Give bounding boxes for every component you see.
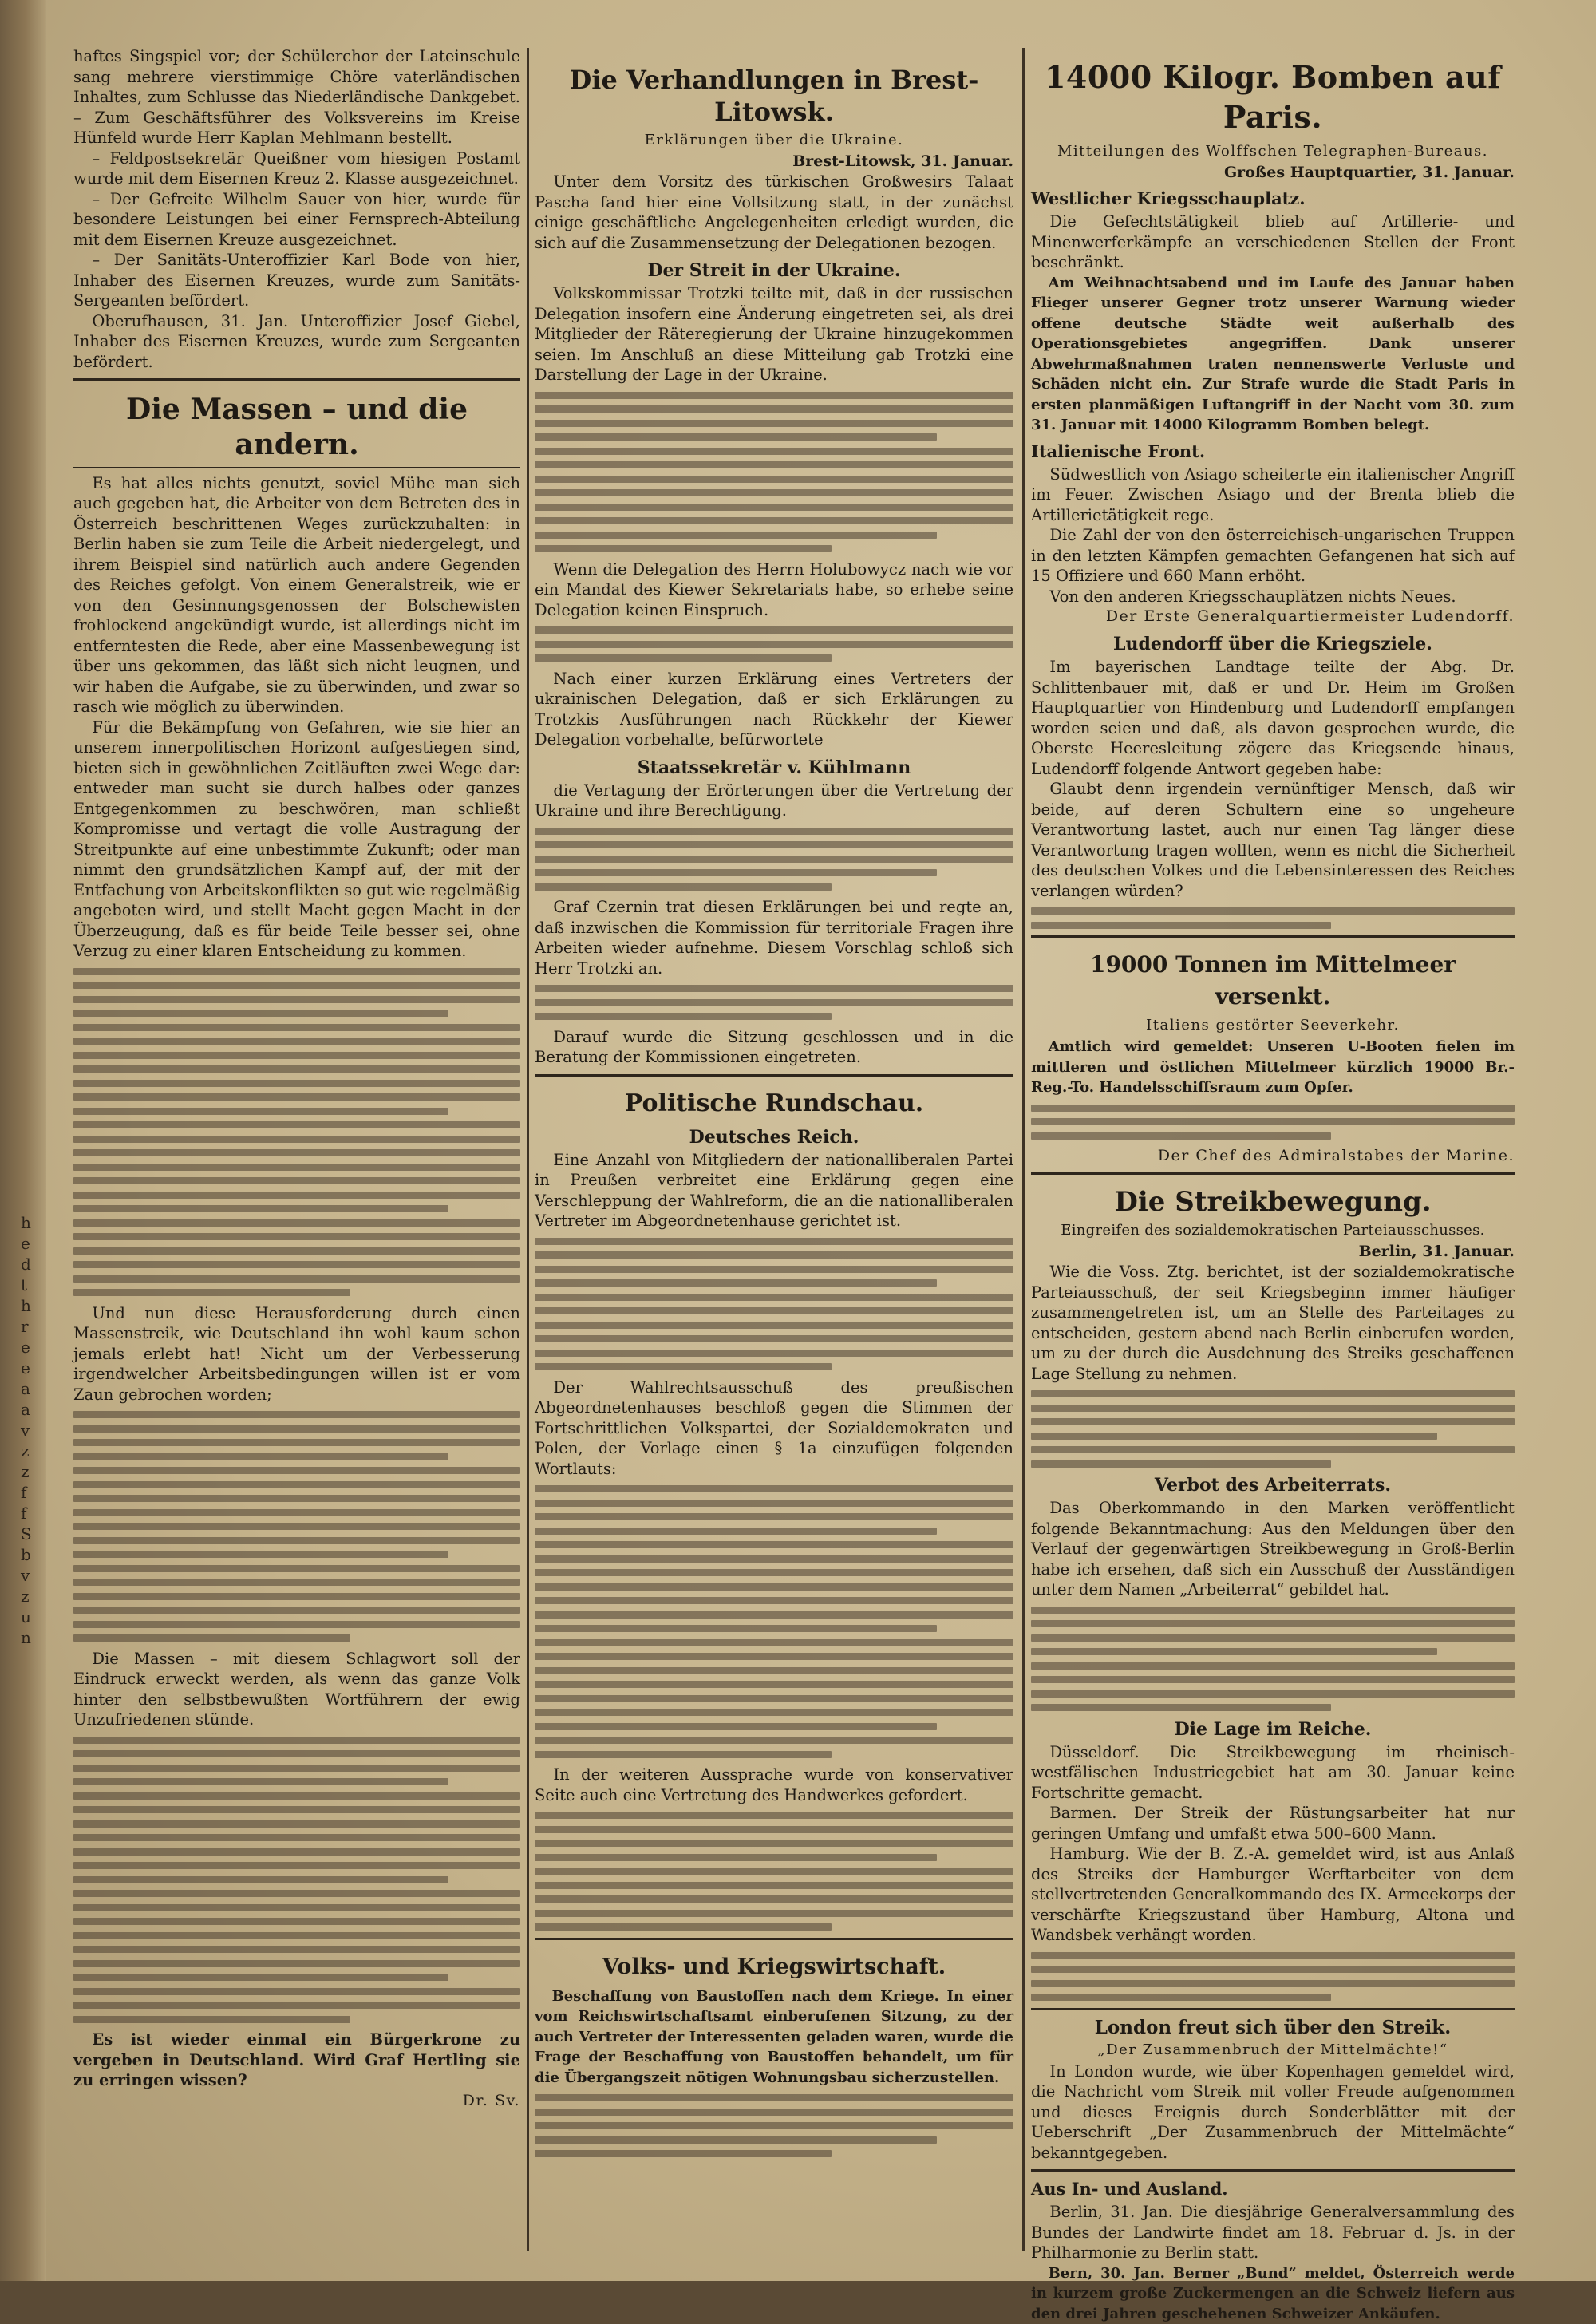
text-line-placeholder — [1031, 1648, 1437, 1655]
article-paragraph-1: Es hat alles nichts genutzt, soviel Mühe man sich auch gegeben hat, die Arbeiter von dem Betreten des in Österreich beschrittenen Weges zurückzuhalten: in Berlin haben sie zum Teile die Arbeit niedergelegt, und ihrem Beispiel sind natürlich auch andere Gegenden des Reiches gefolgt. Von einem Generalstreik, wie er von den Gesinnungsgenossen der Bolschewisten frohlockend angekündigt wurde, ist allerdings nicht im entferntesten die Rede, aber eine Massenbewegung ist über uns gekommen, das läßt sich nicht leugnen, und wir haben die Aufgabe, sie zu überwinden, und zwar so rasch wie möglich zu überwinden. — [73, 473, 520, 717]
illegible-text-block — [535, 392, 1013, 553]
text-line-placeholder — [73, 1289, 350, 1296]
text-line-placeholder — [1031, 1620, 1515, 1627]
section-heading: Aus In- und Ausland. — [1031, 2178, 1515, 2200]
text-line-placeholder — [73, 1932, 520, 1939]
text-line-placeholder — [535, 461, 1013, 468]
dateline: Berlin, 31. Januar. — [1031, 1242, 1515, 1262]
article-headline: Die Massen – und die andern. — [73, 392, 520, 462]
paragraph: Nach einer kurzen Erklärung eines Vertreters der ukrainischen Delegation, daß er sich Erklärungen zu Trotzkis Ausführungen nach Rückkehr der Kiewer Delegation vorbehalte, befürwortete — [535, 669, 1013, 750]
text-line-placeholder — [535, 532, 937, 539]
text-line-placeholder — [73, 1261, 520, 1268]
text-line-placeholder — [73, 1121, 520, 1128]
section-heading: Ludendorff über die Kriegsziele. — [1031, 633, 1515, 655]
illegible-text-block — [535, 1812, 1013, 1931]
text-line-placeholder — [535, 1826, 1013, 1833]
text-line-placeholder — [535, 1238, 1013, 1245]
edge-letter-fragment: e — [21, 1234, 41, 1253]
section-heading: Westlicher Kriegsschauplatz. — [1031, 188, 1515, 210]
text-line-placeholder — [73, 1904, 520, 1911]
text-line-placeholder — [535, 1307, 1013, 1314]
article-signature: Dr. Sv. — [73, 2091, 520, 2111]
text-line-placeholder — [1031, 1994, 1331, 2001]
illegible-text-block — [1031, 1952, 1515, 2002]
text-line-placeholder — [1031, 1676, 1515, 1683]
edge-letter-fragment: u — [21, 1607, 41, 1626]
text-line-placeholder — [73, 1834, 520, 1841]
edge-letter-fragment: f — [21, 1483, 41, 1502]
text-line-placeholder — [73, 1918, 520, 1925]
text-line-placeholder — [535, 1513, 1013, 1520]
text-line-placeholder — [73, 1275, 520, 1283]
column-3 — [1031, 46, 1515, 2257]
article-subheadline: Mitteilungen des Wolffschen Telegraphen-Bureaus. — [1031, 142, 1515, 161]
text-line-placeholder — [73, 1806, 520, 1813]
section-heading: Staatssekretär v. Kühlmann — [535, 757, 1013, 779]
edge-letter-fragment: a — [21, 1400, 41, 1419]
illegible-text-block — [1031, 1105, 1515, 1140]
text-line-placeholder — [73, 1848, 520, 1856]
edge-letter-fragment: d — [21, 1255, 41, 1274]
text-line-placeholder — [1031, 1105, 1515, 1112]
paragraph: Wenn die Delegation des Herrn Holubowycz nach wie vor ein Mandat des Kiewer Sekretariats habe, so erhebe seine Delegation keinen Einspruch. — [535, 559, 1013, 621]
edge-letter-fragment: e — [21, 1358, 41, 1377]
text-line-placeholder — [73, 1411, 520, 1418]
article-headline: 19000 Tonnen im Mittelmeer versenkt. — [1031, 949, 1515, 1013]
edge-letter-fragment: z — [21, 1441, 41, 1460]
section-headline: Politische Rundschau. — [535, 1088, 1013, 1120]
binding-edge — [0, 0, 46, 2281]
article-paragraph-2: Für die Bekämpfung von Gefahren, wie sie hier an unserem innerpolitischen Horizont aufgestiegen sind, bieten sich in gewöhnlichen Zeitläuften zwei Wege dar: entweder man sucht sie durch halbes oder ganzes Entgegenkommen zu beschwören, man schließt Kompromisse und vertagt die volle Austragung der Streitpunkte auf eine unbestimmte Zukunft; oder man nimmt den grundsätzlichen Kampf auf, der mit der Entfachung von Arbeitskonflikten so gut wie regelmäßig angeboten wird, und stellt Macht gegen Macht in der Überzeugung, daß es für beide Teile besser sei, ohne Verzug zu einer klaren Entscheidung zu kommen. — [73, 717, 520, 962]
text-line-placeholder — [1031, 1966, 1515, 1973]
paragraph: Graf Czernin trat diesen Erklärungen bei und regte an, daß inzwischen die Kommission für territoriale Fragen ihre Arbeiten wieder aufnehme. Diesem Vorschlag schloß sich Herr Trotzki an. — [535, 897, 1013, 978]
text-line-placeholder — [535, 448, 1013, 455]
text-line-placeholder — [535, 1322, 1013, 1329]
text-line-placeholder — [73, 1523, 520, 1530]
text-line-placeholder — [535, 1500, 1013, 1507]
text-line-placeholder — [73, 1551, 448, 1558]
text-line-placeholder — [535, 476, 1013, 483]
edge-letter-fragment: b — [21, 1545, 41, 1564]
text-line-placeholder — [1031, 1446, 1515, 1453]
paragraph: Glaubt denn irgendein vernünftiger Mensch, daß wir beide, auf deren Schultern eine so ungeheure Verantwortung lastet, auch nur einen Tag länger diese Verantwortung tragen wollten, wenn es nicht die Sicherheit des deutschen Volkes und die Lebensinteressen des Reiches verlangen würden? — [1031, 779, 1515, 901]
text-line-placeholder — [535, 1868, 1013, 1875]
text-line-placeholder — [535, 883, 832, 891]
text-line-placeholder — [535, 1611, 1013, 1618]
article-paragraph-3: Und nun diese Herausforderung durch einen Massenstreik, wie Deutschland ihn wohl kaum schon jemals erlebt hat! Nicht um der Verbesserung irgendwelcher Arbeitsbedingungen willen ist er vom Zaun gebrochen worden; — [73, 1303, 520, 1405]
text-line-placeholder — [73, 2002, 520, 2009]
text-line-placeholder — [73, 1093, 520, 1101]
text-line-placeholder — [73, 1080, 520, 1087]
text-line-placeholder — [535, 1812, 1013, 1819]
text-line-placeholder — [73, 1593, 520, 1600]
text-line-placeholder — [73, 1509, 520, 1516]
text-line-placeholder — [73, 1876, 448, 1883]
text-line-placeholder — [535, 626, 1013, 634]
text-line-placeholder — [73, 1177, 520, 1184]
text-line-placeholder — [1031, 1662, 1515, 1670]
illegible-text-block — [1031, 907, 1515, 929]
column-rule-1 — [527, 48, 529, 2251]
article-headline: Die Verhandlungen in Brest-Litowsk. — [535, 64, 1013, 128]
paragraph: Bern, 30. Jan. Berner „Bund“ meldet, Österreich werde in kurzem große Zuckermengen an die Schweiz liefern aus den drei Jahren geschehenen Schweizer Ankäufen. — [1031, 2263, 1515, 2324]
text-line-placeholder — [535, 1363, 832, 1370]
edge-letter-fragment: n — [21, 1628, 41, 1647]
text-line-placeholder — [535, 1528, 937, 1535]
paragraph: Im bayerischen Landtage teilte der Abg. Dr. Schlittenbauer mit, daß er und Dr. Heim im Großen Hauptquartier von Hindenburg und Ludendorff empfangen worden seien und daß, als davon gesprochen wurde, die Oberste Heeresleitung zögere das Kriegsende hinaus, Ludendorff folgende Antwort gegeben habe: — [1031, 657, 1515, 779]
illegible-text-block — [535, 828, 1013, 891]
edge-letter-fragment: v — [21, 1421, 41, 1440]
edge-letter-fragment: v — [21, 1566, 41, 1585]
text-line-placeholder — [73, 1565, 520, 1572]
text-line-placeholder — [73, 1192, 520, 1199]
text-line-placeholder — [73, 1765, 520, 1772]
paragraph: Darauf wurde die Sitzung geschlossen und in die Beratung der Kommissionen eingetreten. — [535, 1027, 1013, 1068]
text-line-placeholder — [73, 1792, 520, 1800]
text-line-placeholder — [73, 1065, 520, 1073]
text-line-placeholder — [73, 1024, 520, 1031]
article-headline: 14000 Kilogr. Bomben auf Paris. — [1031, 57, 1515, 137]
divider — [1031, 2169, 1515, 2172]
edge-letter-fragment: z — [21, 1587, 41, 1606]
paragraph: Die Gefechtstätigkeit blieb auf Artillerie- und Minenwerferkämpfe an verschiedenen Stellen der Front beschränkt. — [1031, 211, 1515, 273]
text-line-placeholder — [73, 1052, 520, 1059]
text-line-placeholder — [1031, 1952, 1515, 1959]
text-line-placeholder — [535, 1350, 1013, 1357]
text-line-placeholder — [73, 996, 520, 1003]
text-line-placeholder — [535, 545, 832, 552]
section-subheadline: Deutsches Reich. — [535, 1126, 1013, 1148]
text-line-placeholder — [535, 999, 1013, 1006]
paragraph: Eine Anzahl von Mitgliedern der nationalliberalen Partei in Preußen verbreitet eine Erklärung gegen eine Verschleppung der Wahlreform, die an die nationalliberalen Vertreter im Abgeordnetenhause gerichtet ist. — [535, 1150, 1013, 1231]
text-line-placeholder — [535, 1923, 832, 1931]
text-line-placeholder — [73, 968, 520, 975]
edge-letter-fragment: a — [21, 1379, 41, 1398]
edge-letter-fragment: r — [21, 1317, 41, 1336]
signature: Der Chef des Admiralstabes der Marine. — [1031, 1146, 1515, 1166]
section-heading: Der Streit in der Ukraine. — [535, 259, 1013, 282]
text-line-placeholder — [535, 1569, 1013, 1576]
local-news-4: Oberufhausen, 31. Jan. Unteroffizier Josef Giebel, Inhaber des Eisernen Kreuzes, wurde zum Sergeanten befördert. — [73, 311, 520, 373]
text-line-placeholder — [535, 1583, 1013, 1591]
text-line-placeholder — [73, 1737, 520, 1744]
text-line-placeholder — [73, 1960, 520, 1967]
text-line-placeholder — [73, 1038, 520, 1045]
paragraph: Barmen. Der Streik der Rüstungsarbeiter hat nur geringen Umfang und umfaßt etwa 500–600 Mann. — [1031, 1803, 1515, 1844]
edge-letter-fragment: h — [21, 1213, 41, 1232]
text-line-placeholder — [73, 1537, 520, 1544]
text-line-placeholder — [535, 2150, 832, 2157]
section-heading: London freut sich über den Streik. — [1031, 2017, 1515, 2039]
illegible-text-block — [73, 968, 520, 1297]
text-line-placeholder — [535, 1251, 1013, 1259]
text-line-placeholder — [1031, 1980, 1515, 1987]
text-line-placeholder — [1031, 1418, 1515, 1425]
text-line-placeholder — [535, 420, 1013, 427]
text-line-placeholder — [73, 1862, 520, 1869]
paragraph: Südwestlich von Asiago scheiterte ein italienischer Angriff im Feuer. Zwischen Asiago und der Brenta blieb die Artillerietätigkeit rege. — [1031, 464, 1515, 526]
text-line-placeholder — [1031, 1634, 1515, 1642]
text-line-placeholder — [73, 1579, 520, 1586]
illegible-text-block — [535, 626, 1013, 662]
divider — [1031, 1172, 1515, 1175]
local-intro: haftes Singspiel vor; der Schülerchor der Lateinschule sang mehrere vierstimmige Chöre vaterländischen Inhaltes, zum Schlusse das Niederländische Dankgebet. – Zum Geschäftsführer des Volksvereins im Kreise Hünfeld wurde Herr Kaplan Mehlmann bestellt. — [73, 46, 520, 148]
text-line-placeholder — [535, 1653, 1013, 1660]
text-line-placeholder — [535, 856, 1013, 863]
paragraph: Wie die Voss. Ztg. berichtet, ist der sozialdemokratische Parteiausschuß, der seit Kriegsbeginn immer häufiger zusammengetreten ist, um an Stelle des Parteitages zu entscheiden, gestern abend nach Berlin einberufen worden, um zu der durch die Ausdehnung des Streiks geschaffenen Lage Stellung zu nehmen. — [1031, 1262, 1515, 1384]
text-line-placeholder — [535, 1751, 832, 1758]
edge-letter-fragment: f — [21, 1504, 41, 1523]
text-line-placeholder — [535, 1840, 1013, 1847]
section-heading: Italienische Front. — [1031, 441, 1515, 463]
paragraph: Von den anderen Kriegsschauplätzen nichts Neues. — [1031, 587, 1515, 607]
column-1 — [73, 46, 520, 2257]
paragraph: Beschaffung von Baustoffen nach dem Kriege. In einer vom Reichswirtschaftsamt einberufenen Sitzung, zu der auch Vertreter der Interessenten geladen waren, wurde die Frage der Beschaffung von Baustoffen behandelt, um für die Übergangszeit nötigen Wohnungsbau sicherzustellen. — [535, 1986, 1013, 2089]
text-line-placeholder — [73, 1750, 520, 1757]
text-line-placeholder — [1031, 922, 1331, 929]
edge-letter-fragment: h — [21, 1296, 41, 1315]
text-line-placeholder — [535, 641, 1013, 648]
article-subheadline: Erklärungen über die Ukraine. — [535, 131, 1013, 150]
text-line-placeholder — [73, 1946, 520, 1953]
text-line-placeholder — [73, 1205, 448, 1212]
text-line-placeholder — [73, 1495, 520, 1502]
text-line-placeholder — [535, 405, 1013, 413]
text-line-placeholder — [1031, 1132, 1331, 1140]
section-subheading: „Der Zusammenbruch der Mittelmächte!“ — [1031, 2041, 1515, 2060]
text-line-placeholder — [1031, 1460, 1331, 1468]
text-line-placeholder — [73, 1164, 520, 1171]
text-line-placeholder — [535, 489, 1013, 496]
text-line-placeholder — [535, 869, 937, 876]
paragraph: Die Zahl der von den österreichisch-ungarischen Truppen in den letzten Kämpfen gemachten Gefangenen hat sich auf 15 Offiziere und 660 Mann erhöht. — [1031, 525, 1515, 587]
local-news-3: – Der Sanitäts-Unteroffizier Karl Bode von hier, Inhaber des Eisernen Kreuzes, wurde zum Sanitäts-Sergeanten befördert. — [73, 250, 520, 311]
edge-letter-fragment: S — [21, 1524, 41, 1543]
illegible-text-block — [73, 1411, 520, 1642]
text-line-placeholder — [1031, 1433, 1437, 1440]
text-line-placeholder — [535, 1335, 1013, 1342]
text-line-placeholder — [73, 1108, 448, 1115]
text-line-placeholder — [73, 1247, 520, 1255]
text-line-placeholder — [535, 1639, 1013, 1646]
article-closing: Es ist wieder einmal ein Bürgerkrone zu vergeben in Deutschland. Wird Graf Hertling sie zu erringen wissen? — [73, 2030, 520, 2091]
text-line-placeholder — [1031, 1690, 1515, 1698]
edge-letter-fragment: z — [21, 1462, 41, 1481]
text-line-placeholder — [1031, 1118, 1515, 1125]
text-line-placeholder — [535, 1882, 1013, 1889]
text-line-placeholder — [535, 1013, 832, 1020]
text-line-placeholder — [535, 1695, 1013, 1702]
text-line-placeholder — [73, 1149, 520, 1156]
article-paragraph-4: Die Massen – mit diesem Schlagwort soll der Eindruck erweckt werden, als wenn das ganze Volk hinter den selbstbewußten Wortführern der ewig Unzufriedenen stünde. — [73, 1649, 520, 1730]
divider — [535, 1938, 1013, 1940]
paragraph: Am Weihnachtsabend und im Laufe des Januar haben Flieger unserer Gegner trotz unserer Warnung wieder offene deutsche Städte weit außerhalb des Operationsgebietes angegriffen. Dank unserer Abwehrmaßnahmen traten nennenswerte Verluste und Schäden nicht ein. Zur Strafe wurde die Stadt Paris in ersten planmäßigen Luftangriff in der Nacht vom 30. zum 31. Januar mit 14000 Kilogramm Bomben belegt. — [1031, 273, 1515, 436]
paragraph: Düsseldorf. Die Streikbewegung im rheinisch-westfälischen Industriegebiet hat am 30. Januar keine Fortschritte gemacht. — [1031, 1742, 1515, 1804]
text-line-placeholder — [73, 1988, 520, 1995]
illegible-text-block — [535, 2094, 1013, 2157]
text-line-placeholder — [535, 828, 1013, 835]
text-line-placeholder — [73, 1010, 448, 1017]
section-heading: Die Lage im Reiche. — [1031, 1718, 1515, 1741]
column-rule-2 — [1022, 48, 1025, 2251]
text-line-placeholder — [1031, 1405, 1515, 1412]
text-line-placeholder — [535, 1266, 1013, 1273]
text-line-placeholder — [73, 1233, 520, 1240]
text-line-placeholder — [535, 1910, 1013, 1917]
text-line-placeholder — [535, 1895, 1013, 1903]
text-line-placeholder — [535, 517, 1013, 524]
text-line-placeholder — [535, 1723, 937, 1730]
article-subheadline: Italiens gestörter Seeverkehr. — [1031, 1016, 1515, 1035]
text-line-placeholder — [1031, 1704, 1331, 1711]
text-line-placeholder — [73, 982, 520, 989]
illegible-text-block — [1031, 1390, 1515, 1468]
text-line-placeholder — [73, 1439, 520, 1446]
text-line-placeholder — [535, 504, 1013, 511]
text-line-placeholder — [73, 1219, 520, 1227]
column-2 — [535, 46, 1013, 2257]
text-line-placeholder — [535, 1854, 937, 1861]
text-line-placeholder — [1031, 907, 1515, 915]
edge-letter-fragment: e — [21, 1338, 41, 1357]
text-line-placeholder — [535, 1681, 1013, 1688]
paragraph: In London wurde, wie über Kopenhagen gemeldet wird, die Nachricht vom Streik mit voller Freude aufgenommen und dieses Ereignis durch Sonderblätter mit der Ueberschrift „Der Zusammenbruch der Mittelmächte“ bekanntgegeben. — [1031, 2061, 1515, 2164]
signature: Der Erste Generalquartiermeister Ludendorff. — [1031, 607, 1515, 626]
divider — [73, 378, 520, 381]
text-line-placeholder — [535, 1541, 1013, 1548]
divider — [1031, 2008, 1515, 2010]
text-line-placeholder — [1031, 1607, 1515, 1614]
text-line-placeholder — [73, 1974, 448, 1981]
text-line-placeholder — [73, 1481, 520, 1488]
text-line-placeholder — [535, 841, 1013, 848]
illegible-text-block — [1031, 1607, 1515, 1712]
illegible-text-block — [535, 985, 1013, 1020]
article-headline: Die Streikbewegung. — [1031, 1186, 1515, 1218]
paragraph: In der weiteren Aussprache wurde von konservativer Seite auch eine Vertretung des Handwerkes gefordert. — [535, 1765, 1013, 1805]
paragraph: die Vertagung der Erörterungen über die Vertretung der Ukraine und ihre Berechtigung. — [535, 781, 1013, 821]
paragraph: Das Oberkommando in den Marken veröffentlicht folgende Bekanntmachung: Aus den Meldungen über den Verlauf der gegenwärtigen Streikbewegung in Groß-Berlin habe ich ersehen, daß sich ein Ausschuß der Ausständigen unter dem Namen „Arbeiterrat“ gebildet hat. — [1031, 1498, 1515, 1600]
text-line-placeholder — [535, 2136, 937, 2144]
paragraph: Volkskommissar Trotzki teilte mit, daß in der russischen Delegation insofern eine Änderung eingetreten sei, als drei Mitglieder der Räteregierung der Ukraine hinzugekommen seien. Im Anschluß an diese Mitteilung gab Trotzki eine Darstellung der Lage in der Ukraine. — [535, 283, 1013, 385]
illegible-text-block — [73, 1737, 520, 2023]
text-line-placeholder — [73, 1136, 520, 1143]
text-line-placeholder — [73, 1453, 448, 1460]
article-subheadline: Eingreifen des sozialdemokratischen Parteiausschusses. — [1031, 1221, 1515, 1240]
text-line-placeholder — [535, 2122, 1013, 2129]
text-line-placeholder — [535, 1625, 937, 1632]
text-line-placeholder — [73, 2016, 350, 2023]
text-line-placeholder — [535, 1294, 1013, 1301]
text-line-placeholder — [73, 1621, 520, 1628]
divider — [73, 467, 520, 468]
local-news-1: – Feldpostsekretär Queißner vom hiesigen Postamt wurde mit dem Eisernen Kreuz 2. Klasse ausgezeichnet. — [73, 148, 520, 189]
divider — [535, 1074, 1013, 1077]
text-line-placeholder — [535, 1667, 1013, 1674]
text-line-placeholder — [535, 1555, 1013, 1563]
text-line-placeholder — [535, 2109, 1013, 2116]
text-line-placeholder — [535, 1737, 1013, 1744]
text-line-placeholder — [535, 1279, 937, 1286]
text-line-placeholder — [535, 654, 832, 662]
text-line-placeholder — [73, 1890, 520, 1897]
local-news-2: – Der Gefreite Wilhelm Sauer von hier, wurde für besondere Leistungen bei einer Fernsprech-Abteilung mit dem Eisernen Kreuze ausgezeichnet. — [73, 189, 520, 251]
text-line-placeholder — [535, 2094, 1013, 2101]
text-line-placeholder — [535, 1485, 1013, 1492]
edge-letter-fragment: t — [21, 1275, 41, 1294]
paragraph: Der Wahlrechtsausschuß des preußischen Abgeordnetenhauses beschloß gegen die Stimmen der Fortschrittlichen Volkspartei, der Sozialdemokraten und Polen, der Vorlage einen § 1a einzufügen folgenden Wortlauts: — [535, 1377, 1013, 1480]
dateline: Brest-Litowsk, 31. Januar. — [535, 152, 1013, 172]
section-headline: Volks- und Kriegswirtschaft. — [535, 1951, 1013, 1983]
paragraph: Hamburg. Wie der B. Z.-A. gemeldet wird, ist aus Anlaß des Streiks der Hamburger Werftarbeiter von dem stellvertretenden Generalkommando des IX. Armeekorps der verschärfte Kriegszustand über Hamburg, Altona und Wandsbek verhängt worden. — [1031, 1844, 1515, 1946]
text-line-placeholder — [73, 1634, 350, 1642]
text-line-placeholder — [73, 1607, 520, 1614]
text-line-placeholder — [535, 1597, 1013, 1604]
text-line-placeholder — [73, 1425, 520, 1433]
text-line-placeholder — [73, 1467, 520, 1474]
illegible-text-block — [535, 1238, 1013, 1371]
dateline: Großes Hauptquartier, 31. Januar. — [1031, 163, 1515, 183]
section-heading: Verbot des Arbeiterrats. — [1031, 1474, 1515, 1496]
text-line-placeholder — [535, 1709, 1013, 1716]
text-line-placeholder — [1031, 1390, 1515, 1397]
text-line-placeholder — [535, 433, 937, 441]
paragraph: Unter dem Vorsitz des türkischen Großwesirs Talaat Pascha fand hier eine Vollsitzung statt, in der zunächst einige geschäftliche Angelegenheiten erledigt wurden, die sich auf die Zusammensetzung der Delegationen bezogen. — [535, 172, 1013, 253]
text-line-placeholder — [73, 1778, 448, 1785]
text-line-placeholder — [535, 392, 1013, 399]
text-line-placeholder — [73, 1820, 520, 1828]
paragraph: Berlin, 31. Jan. Die diesjährige Generalversammlung des Bundes der Landwirte findet am 18. Februar d. Js. in der Philharmonie zu Berlin statt. — [1031, 2202, 1515, 2263]
divider — [1031, 935, 1515, 938]
text-line-placeholder — [535, 985, 1013, 992]
illegible-text-block — [535, 1485, 1013, 1758]
paragraph: Amtlich wird gemeldet: Unseren U-Booten fielen im mittleren und östlichen Mittelmeer kürzlich 19000 Br.-Reg.-To. Handelsschiffsraum zum Opfer. — [1031, 1037, 1515, 1098]
